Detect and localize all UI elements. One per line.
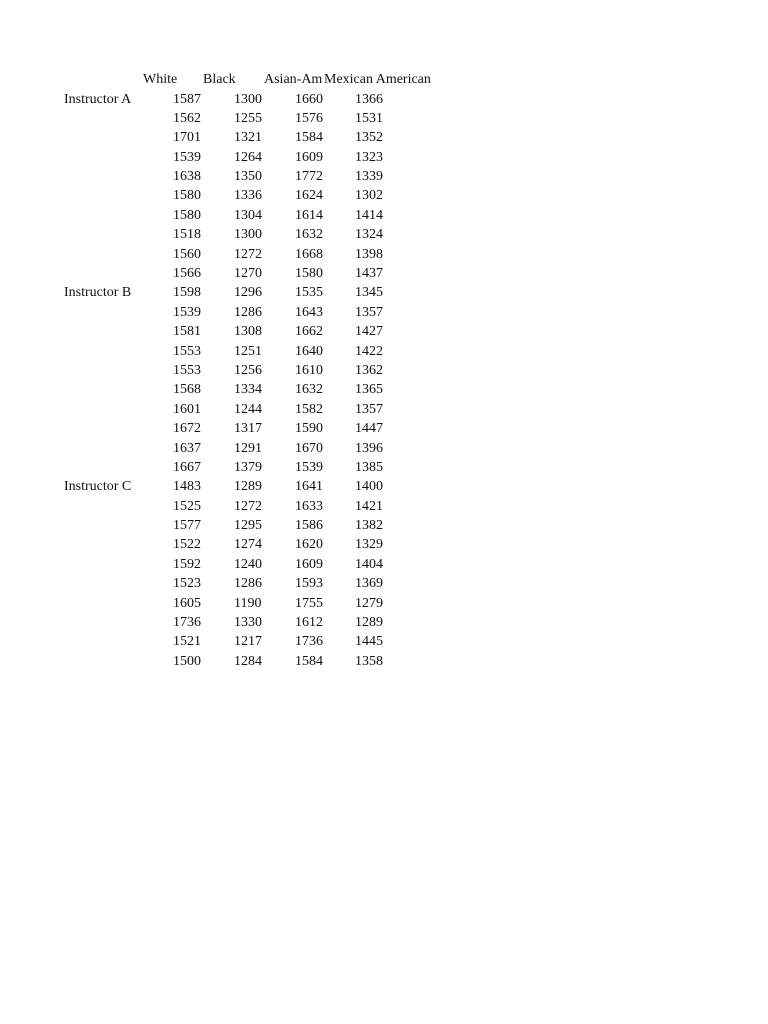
cell-asian-am: 1609 bbox=[295, 556, 323, 572]
cell-asian-am: 1668 bbox=[295, 246, 323, 262]
cell-white: 1667 bbox=[173, 459, 201, 475]
cell-white: 1525 bbox=[173, 498, 201, 514]
group-label: Instructor C bbox=[64, 479, 132, 495]
cell-black: 1300 bbox=[234, 227, 262, 243]
table-row bbox=[0, 574, 768, 593]
table-row bbox=[0, 167, 768, 186]
cell-asian-am: 1620 bbox=[295, 537, 323, 553]
cell-white: 1598 bbox=[173, 285, 201, 301]
cell-mexican-american: 1427 bbox=[355, 324, 383, 340]
cell-asian-am: 1539 bbox=[295, 459, 323, 475]
cell-asian-am: 1641 bbox=[295, 479, 323, 495]
table-row bbox=[0, 497, 768, 516]
cell-mexican-american: 1369 bbox=[355, 576, 383, 592]
cell-asian-am: 1643 bbox=[295, 304, 323, 320]
cell-white: 1483 bbox=[173, 479, 201, 495]
cell-mexican-american: 1329 bbox=[355, 537, 383, 553]
cell-white: 1577 bbox=[173, 518, 201, 534]
table-row bbox=[0, 632, 768, 651]
table-body bbox=[0, 90, 768, 672]
table-row bbox=[0, 361, 768, 380]
cell-asian-am: 1593 bbox=[295, 576, 323, 592]
cell-mexican-american: 1382 bbox=[355, 518, 383, 534]
cell-white: 1672 bbox=[173, 421, 201, 437]
group-label: Instructor A bbox=[64, 91, 132, 107]
cell-asian-am: 1580 bbox=[295, 266, 323, 282]
header-asian-am: Asian-Am bbox=[264, 72, 323, 87]
cell-mexican-american: 1362 bbox=[355, 362, 383, 378]
cell-white: 1560 bbox=[173, 246, 201, 262]
cell-mexican-american: 1289 bbox=[355, 615, 383, 631]
cell-mexican-american: 1302 bbox=[355, 188, 383, 204]
cell-black: 1264 bbox=[234, 149, 262, 165]
cell-mexican-american: 1445 bbox=[355, 634, 383, 650]
table-row bbox=[0, 594, 768, 613]
cell-white: 1587 bbox=[173, 91, 201, 107]
cell-black: 1270 bbox=[234, 266, 262, 282]
header-white: White bbox=[143, 72, 178, 87]
header-mexican-american: Mexican American bbox=[324, 72, 431, 87]
table-row bbox=[0, 613, 768, 632]
cell-black: 1379 bbox=[234, 459, 262, 475]
cell-mexican-american: 1345 bbox=[355, 285, 383, 301]
cell-black: 1256 bbox=[234, 362, 262, 378]
cell-mexican-american: 1422 bbox=[355, 343, 383, 359]
cell-asian-am: 1582 bbox=[295, 401, 323, 417]
cell-mexican-american: 1352 bbox=[355, 130, 383, 146]
cell-white: 1580 bbox=[173, 207, 201, 223]
cell-mexican-american: 1385 bbox=[355, 459, 383, 475]
cell-mexican-american: 1365 bbox=[355, 382, 383, 398]
table-row bbox=[0, 303, 768, 322]
cell-asian-am: 1586 bbox=[295, 518, 323, 534]
table-row bbox=[0, 419, 768, 438]
cell-black: 1330 bbox=[234, 615, 262, 631]
cell-asian-am: 1633 bbox=[295, 498, 323, 514]
cell-mexican-american: 1323 bbox=[355, 149, 383, 165]
table-row bbox=[0, 264, 768, 283]
cell-white: 1592 bbox=[173, 556, 201, 572]
cell-asian-am: 1772 bbox=[295, 169, 323, 185]
cell-black: 1244 bbox=[234, 401, 262, 417]
cell-black: 1272 bbox=[234, 498, 262, 514]
cell-asian-am: 1590 bbox=[295, 421, 323, 437]
cell-black: 1240 bbox=[234, 556, 262, 572]
cell-white: 1566 bbox=[173, 266, 201, 282]
cell-white: 1539 bbox=[173, 304, 201, 320]
cell-white: 1553 bbox=[173, 362, 201, 378]
table-row bbox=[0, 225, 768, 244]
table-row bbox=[0, 109, 768, 128]
cell-asian-am: 1632 bbox=[295, 382, 323, 398]
cell-asian-am: 1584 bbox=[295, 130, 323, 146]
cell-white: 1518 bbox=[173, 227, 201, 243]
table-row bbox=[0, 245, 768, 264]
cell-white: 1539 bbox=[173, 149, 201, 165]
cell-mexican-american: 1279 bbox=[355, 595, 383, 611]
table-row bbox=[0, 555, 768, 574]
cell-black: 1350 bbox=[234, 169, 262, 185]
cell-mexican-american: 1437 bbox=[355, 266, 383, 282]
cell-asian-am: 1632 bbox=[295, 227, 323, 243]
table-row bbox=[0, 516, 768, 535]
cell-asian-am: 1736 bbox=[295, 634, 323, 650]
table-row bbox=[0, 400, 768, 419]
cell-white: 1605 bbox=[173, 595, 201, 611]
table-row bbox=[0, 439, 768, 458]
cell-mexican-american: 1366 bbox=[355, 91, 383, 107]
cell-white: 1522 bbox=[173, 537, 201, 553]
group-label: Instructor B bbox=[64, 285, 132, 301]
cell-white: 1638 bbox=[173, 169, 201, 185]
cell-asian-am: 1660 bbox=[295, 91, 323, 107]
cell-mexican-american: 1531 bbox=[355, 110, 383, 126]
cell-white: 1568 bbox=[173, 382, 201, 398]
cell-black: 1336 bbox=[234, 188, 262, 204]
cell-black: 1304 bbox=[234, 207, 262, 223]
cell-mexican-american: 1357 bbox=[355, 304, 383, 320]
cell-asian-am: 1640 bbox=[295, 343, 323, 359]
cell-black: 1286 bbox=[234, 304, 262, 320]
cell-white: 1581 bbox=[173, 324, 201, 340]
cell-white: 1553 bbox=[173, 343, 201, 359]
cell-black: 1300 bbox=[234, 91, 262, 107]
cell-mexican-american: 1400 bbox=[355, 479, 383, 495]
cell-mexican-american: 1404 bbox=[355, 556, 383, 572]
table-row bbox=[0, 186, 768, 205]
table-row bbox=[0, 477, 768, 496]
cell-asian-am: 1662 bbox=[295, 324, 323, 340]
cell-mexican-american: 1398 bbox=[355, 246, 383, 262]
cell-white: 1500 bbox=[173, 653, 201, 669]
cell-asian-am: 1609 bbox=[295, 149, 323, 165]
cell-black: 1321 bbox=[234, 130, 262, 146]
cell-white: 1637 bbox=[173, 440, 201, 456]
table-row bbox=[0, 206, 768, 225]
cell-black: 1334 bbox=[234, 382, 262, 398]
cell-asian-am: 1614 bbox=[295, 207, 323, 223]
table-row bbox=[0, 283, 768, 302]
cell-black: 1274 bbox=[234, 537, 262, 553]
cell-mexican-american: 1447 bbox=[355, 421, 383, 437]
table-row bbox=[0, 90, 768, 109]
cell-black: 1291 bbox=[234, 440, 262, 456]
table-row bbox=[0, 322, 768, 341]
cell-white: 1701 bbox=[173, 130, 201, 146]
cell-black: 1190 bbox=[234, 595, 262, 611]
cell-asian-am: 1624 bbox=[295, 188, 323, 204]
cell-asian-am: 1576 bbox=[295, 110, 323, 126]
cell-white: 1736 bbox=[173, 615, 201, 631]
table-row bbox=[0, 380, 768, 399]
cell-white: 1580 bbox=[173, 188, 201, 204]
cell-asian-am: 1670 bbox=[295, 440, 323, 456]
table-row bbox=[0, 342, 768, 361]
cell-black: 1251 bbox=[234, 343, 262, 359]
cell-white: 1601 bbox=[173, 401, 201, 417]
table-row bbox=[0, 128, 768, 147]
cell-black: 1289 bbox=[234, 479, 262, 495]
cell-white: 1521 bbox=[173, 634, 201, 650]
table-row bbox=[0, 148, 768, 167]
cell-asian-am: 1610 bbox=[295, 362, 323, 378]
cell-mexican-american: 1358 bbox=[355, 653, 383, 669]
cell-mexican-american: 1324 bbox=[355, 227, 383, 243]
cell-black: 1286 bbox=[234, 576, 262, 592]
cell-black: 1295 bbox=[234, 518, 262, 534]
table-row bbox=[0, 535, 768, 554]
cell-mexican-american: 1339 bbox=[355, 169, 383, 185]
cell-white: 1562 bbox=[173, 110, 201, 126]
cell-mexican-american: 1396 bbox=[355, 440, 383, 456]
cell-asian-am: 1535 bbox=[295, 285, 323, 301]
cell-black: 1272 bbox=[234, 246, 262, 262]
cell-asian-am: 1612 bbox=[295, 615, 323, 631]
cell-black: 1308 bbox=[234, 324, 262, 340]
cell-asian-am: 1584 bbox=[295, 653, 323, 669]
header-row bbox=[0, 70, 768, 89]
table-row bbox=[0, 458, 768, 477]
cell-black: 1255 bbox=[234, 110, 262, 126]
cell-mexican-american: 1357 bbox=[355, 401, 383, 417]
cell-mexican-american: 1421 bbox=[355, 498, 383, 514]
header-black: Black bbox=[203, 72, 236, 87]
cell-asian-am: 1755 bbox=[295, 595, 323, 611]
table-row bbox=[0, 652, 768, 671]
cell-mexican-american: 1414 bbox=[355, 207, 383, 223]
cell-black: 1217 bbox=[234, 634, 262, 650]
cell-black: 1317 bbox=[234, 421, 262, 437]
cell-black: 1284 bbox=[234, 653, 262, 669]
cell-black: 1296 bbox=[234, 285, 262, 301]
cell-white: 1523 bbox=[173, 576, 201, 592]
